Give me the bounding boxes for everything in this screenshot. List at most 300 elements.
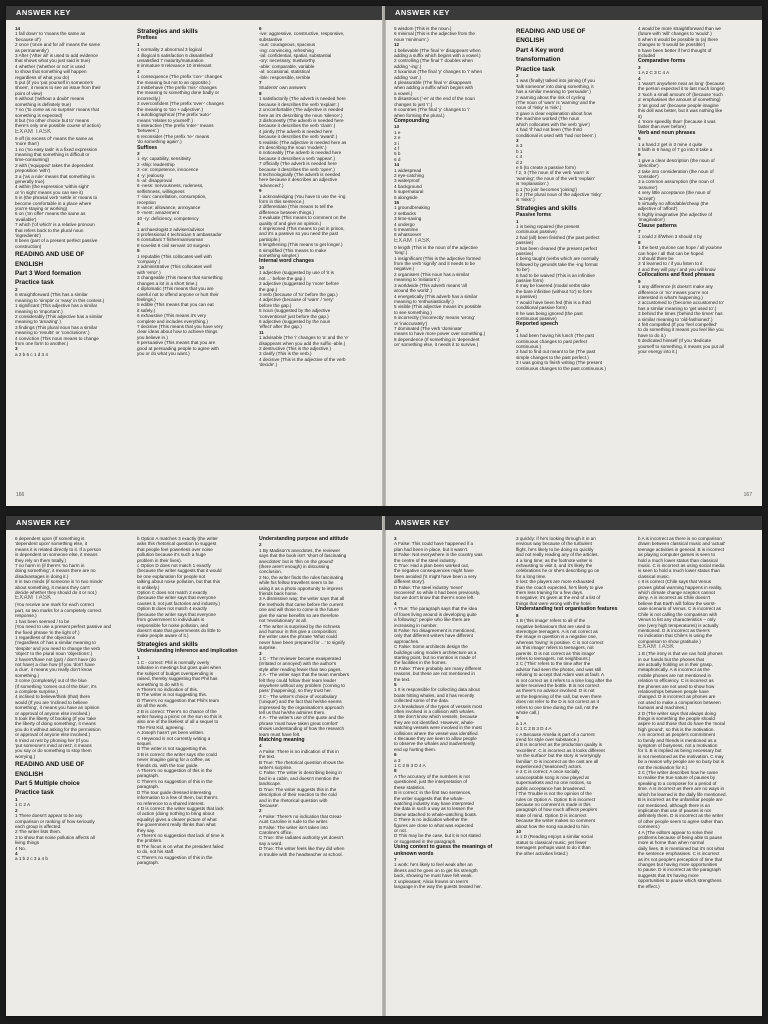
exercise-number: 10 — [259, 264, 265, 270]
exercise-number: 9 — [516, 715, 519, 721]
answer-line: there's only one possible course of action) — [15, 123, 101, 129]
answer-line: things that were wrong with the hotel. — [516, 600, 592, 606]
answer-line: Chile is not calling the comparison with — [638, 611, 718, 617]
answer-line: watching industry may have interpreted — [394, 800, 474, 806]
answer-line: 2 The writer lists them. — [15, 829, 62, 835]
answer-line: exhausting to visit it, and it's likely the — [516, 563, 593, 569]
answer-line: because it describes the verb 'explain'.) — [259, 101, 340, 107]
answer-line: faster than ever before) — [638, 124, 686, 130]
answer-line: bed in a cabin, and doesn't mention the — [259, 775, 340, 781]
answer-line: teenagers perhaps want to do it than — [516, 845, 591, 851]
answer-line: your energy into it.) — [638, 348, 678, 354]
answer-line: supermarkets and no one notices, so — [516, 780, 592, 786]
answer-line: 4 energetically (This adverb has a similar — [394, 293, 478, 299]
answer-line: 6 d — [394, 156, 401, 162]
answer-line: f 2, 3 (The noun of the verb 'warn' is — [516, 170, 589, 176]
answer-line: 5 when it would be possible to (a) there — [638, 36, 718, 42]
answer-line: 'between'.) — [137, 128, 159, 134]
answer-line: Option B does not match 4 exactly — [137, 606, 207, 612]
answer-line: writer having a picnic on the sun so this is — [137, 714, 222, 719]
answer-line: adding a suffix which begins with a vowel.) — [394, 53, 481, 59]
answer-line: problems because of being able to pause — [638, 834, 723, 840]
answer-line: symptom of busyness, not a motivation — [638, 743, 718, 749]
answer-line: 2 D (The writer says that always doing — [638, 710, 716, 716]
answer-line: 1 any difference (it doesn't make any — [638, 284, 713, 290]
answer-line: 'available') — [15, 216, 37, 222]
answer-line: 4 pleasurable (The final 'e' disappears — [394, 80, 472, 86]
text-column — [394, 26, 509, 371]
answer-line: 'do something again'.) — [137, 139, 182, 145]
answer-line: part, so two marks for a completely correct — [15, 607, 102, 613]
answer-line: no indication that Chile's is using the — [638, 633, 713, 639]
answer-line: flight, he's likely to be doing so quickly — [516, 546, 594, 552]
answer-line: changes a lot in a short time.) — [137, 280, 198, 286]
answer-line: they say. — [137, 827, 156, 833]
answer-line: 2 once ('once and for all' means the same — [15, 42, 101, 48]
answer-line: as it's not people's perception of time that — [638, 856, 723, 862]
answer-line: the text. — [394, 676, 411, 682]
answer-line: 6 exhaustive (This means it's very — [137, 313, 207, 319]
section-heading: READING AND USE OF — [516, 28, 586, 35]
subsection-heading: Using context to guess the meanings of — [394, 844, 493, 851]
answer-line: landscape. — [259, 781, 282, 787]
answer-line: 1 believable (The final 'e' disappears when — [394, 47, 481, 53]
exercise-number: 3 — [15, 346, 18, 352]
exercise-number: 2 — [15, 807, 18, 813]
answer-line: 4 A (The editors appear to solve their — [638, 829, 714, 835]
answer-line: changes to just 'r'.) — [394, 101, 433, 107]
answer-line: say a word. — [259, 840, 283, 846]
exercise-number: 8 — [638, 239, 641, 245]
answer-line: 1 It is responsible for collecting data about — [394, 687, 480, 693]
answer-line: 4 -y: jealousy — [137, 172, 165, 178]
answer-line: the writer suggests that the whale- — [394, 795, 464, 801]
answer-line: anywhere without any problem ('coming to — [259, 682, 345, 688]
answer-line: conditional passive form) — [516, 305, 567, 311]
answer-line: 1 C 2 A — [15, 802, 31, 808]
answer-line: anecdotes' but is 'thin on the ground' — [259, 558, 334, 564]
text-column — [516, 26, 631, 371]
answer-line: it safely.) — [137, 307, 156, 313]
answer-line: 3 behind the times ('behind the times' has — [638, 311, 723, 317]
answer-line: a 2 b 6 c 1 d 3 4 — [15, 351, 48, 357]
answer-line: because it describes a verb 'appear'.) — [259, 155, 336, 161]
answer-line: and not really reading any of the articles. — [516, 552, 599, 558]
answer-line: 5 b — [394, 151, 401, 157]
answer-line: 5 virtually no affordable/cheap (the — [638, 201, 709, 206]
answer-line: has a similar meaning to 'persuade'.) — [516, 89, 591, 95]
answer-line: them less training for a few days. — [516, 590, 584, 596]
text-column — [137, 26, 252, 368]
answer-line: 'company'.) — [137, 259, 161, 265]
answer-line: C Heywood is not currently writing a — [137, 735, 211, 741]
answer-line: only that different writers have different — [394, 633, 473, 639]
exercise-number: 4 — [394, 600, 397, 606]
answer-line: e 5 (to create a passive form) — [516, 164, 576, 170]
section-heading: Part 5 Multiple choice — [15, 780, 80, 788]
answer-line: 5 noun (suggested by the adjective — [259, 308, 331, 314]
answer-line: negative.) — [394, 266, 415, 272]
answer-line: C False: The writer is describing being in — [259, 770, 342, 776]
answer-line: disadvantages in doing it.) — [15, 573, 69, 579]
answer-line: B The focus is on what the president failed — [137, 843, 224, 849]
answer-line: adding '-ing'.) — [394, 63, 422, 69]
answer-line: b 1 — [516, 148, 523, 154]
answer-line: followed by gerunds take the -ing format — [516, 261, 598, 267]
exam-task-heading: EXAM TASK — [15, 595, 52, 602]
answer-line: 4 had 'if' had not been (The third — [516, 127, 582, 133]
answer-line: parents. D is not correct as 'this image' — [516, 650, 595, 656]
answer-line: b A is incorrect as there is no comparison — [638, 536, 722, 541]
answer-line: a' emphasises the amount of something) — [638, 97, 721, 103]
answer-line: comparison or ranking of how seriously — [15, 818, 95, 824]
answer-line: conclusion. — [259, 569, 282, 575]
answer-line: 9 -ment: amazement — [137, 210, 180, 216]
answer-line: is not mentioned as the motivation. C may — [638, 753, 724, 759]
answer-line: about how the song sounded to him. — [516, 823, 591, 829]
answer-line: 4 f — [394, 145, 400, 151]
section-heading: Part 4 Key word — [516, 46, 564, 54]
answer-line: means to have more power over something.) — [394, 331, 486, 337]
answer-line: drawn between classical music and 'actual' — [638, 541, 726, 547]
answer-line: to see something.) — [394, 309, 432, 315]
answer-line: 7 which ('of which' is a relative pronoun — [15, 222, 95, 228]
answer-line: you do it without asking for the permission — [15, 726, 101, 732]
answer-line: time. A is incorrect as there are no ways in — [638, 786, 725, 792]
answer-line: response.) — [15, 613, 37, 619]
answer-line: 6 reconsider (The prefix 're-' means — [137, 133, 210, 139]
answer-line: careful not to offend anyone or hurt their — [137, 291, 219, 297]
answer-line: 1 There doesn't appear to be any — [15, 813, 83, 819]
exam-task-heading: EXAM TASK — [15, 128, 52, 135]
answer-line: 2 No, the writer finds the rules fascinating — [259, 574, 344, 580]
answer-line: from government to individuals is — [137, 617, 205, 623]
answer-line: it's describing the noun 'models'.) — [259, 144, 327, 150]
answer-line: approaches. — [394, 638, 420, 644]
page-header: ANSWER KEY — [385, 516, 762, 530]
answer-line: 2 considerably (This adjective has a similar — [15, 313, 103, 319]
exercise-number: 2 — [259, 808, 262, 814]
answer-line: disappears when you add the suffix -able.) — [259, 340, 346, 346]
text-column — [394, 536, 509, 889]
answer-line: refusing to accept that Adam was at fault. A — [516, 672, 605, 678]
answer-line: 4 A - The writer's use of the quote and the — [259, 715, 344, 721]
answer-line: of action (doing nothing to bring about — [137, 811, 215, 817]
answer-line: classical music. — [638, 573, 670, 579]
answer-line: 1 C - The reviewer became exasperated — [259, 655, 341, 661]
answer-line: continuous changes to past perfect — [516, 338, 588, 344]
answer-line: 3 evaluate (This means to comment on the — [259, 215, 347, 221]
answer-line: 6 adjective (suggested by the noun — [259, 318, 331, 324]
exercise-number: 8 — [259, 90, 262, 96]
answer-line: 5 put (if you 'put yourself in someone's — [15, 80, 94, 86]
answer-line: B False: Not everywhere in the country was — [394, 552, 483, 558]
answer-line: 1 consequence (The prefix 'con-' changes — [137, 74, 223, 80]
section-heading: Strategies and skills — [516, 204, 577, 212]
answer-line: -ial: confidential, spatial, substantial — [259, 53, 332, 59]
answer-line: rules on Option A. Option B is incorrect — [516, 796, 596, 802]
answer-line: or 'in sight' means you can see it) — [15, 189, 83, 195]
answer-line: 3 'd learned to / if you listen to it — [638, 261, 703, 267]
answer-line: daily lives. B is mentioned but it's not what — [638, 845, 724, 851]
answer-line: 'object' to the plural noun 'objections'.) — [15, 651, 93, 657]
subsection-heading: Compounding — [394, 117, 430, 124]
answer-line: 'imagination') — [638, 217, 665, 223]
answer-line: 2 e — [394, 135, 401, 141]
answer-line: surprise. — [259, 645, 277, 651]
section-heading: Practice task — [516, 65, 555, 73]
answer-line: a similar meaning to 'old-fashioned'.) — [638, 316, 713, 322]
answer-line: teenage activities in general. B is incorrect — [638, 546, 725, 552]
answer-line: the effect.) — [638, 883, 660, 889]
answer-line: clear ideas about how to achieve things — [137, 329, 218, 335]
answer-line: interested in what's happening.) — [638, 294, 703, 300]
exercise-number: 1 — [15, 796, 18, 802]
answer-line: each group is affected. — [15, 823, 62, 829]
exam-task-heading: EXAM TASK — [394, 237, 431, 244]
answer-line: means it is related directly to it. If a person — [15, 546, 102, 552]
answer-line: changes to 'it would be possible') — [638, 42, 706, 48]
exercise-number: 5 — [638, 136, 641, 142]
answer-line: -ous: courageous, spacious — [259, 42, 316, 48]
answer-line: 'despite' and you need to change the verb — [15, 645, 101, 651]
answer-line: h 2 (The plural noun of the adjective 'risky' — [516, 191, 602, 197]
answer-line: 'effect' after the gap.) — [259, 324, 302, 330]
answer-line: regardless of what you do) — [15, 74, 70, 80]
answer-line: 4 whether ('whether or not' is used — [15, 63, 85, 69]
answer-line: 6 negative; it's given at the end of a list of — [516, 595, 601, 601]
answer-line: noun of 'risky' is 'risk'.) — [516, 105, 562, 111]
answer-line: increasing in number. — [394, 622, 438, 628]
answer-line: felt they could follow their team leader — [259, 677, 337, 683]
answer-line: 3 I was going to finish writing (The present — [516, 360, 603, 366]
answer-line: A False: There is no indication of this in — [259, 748, 339, 754]
answer-line: be one explanation for people not — [137, 573, 206, 579]
exercise-number: 7 — [638, 229, 641, 235]
answer-line: b Option A matches 3 exactly (the writer — [137, 536, 218, 541]
answer-line: 5 disastrous ('-er' at the end of the noun — [394, 96, 475, 102]
answer-line: (because the writer says that everyone — [137, 595, 216, 601]
answer-line: good at persuading people to agree with — [137, 345, 219, 351]
page-header: ANSWER KEY — [6, 6, 383, 20]
answer-line: adding 'ous'.) — [394, 74, 422, 80]
answer-line: as permanently') — [15, 47, 49, 53]
answer-line: 1 A 2 C 3 C 4 A — [638, 70, 670, 76]
answer-line: of other people seem to agree rather than — [638, 818, 723, 824]
answer-line: they rely on them totally.) — [15, 557, 66, 563]
answer-line: they are not identified. However, whale- — [394, 719, 475, 725]
answer-line: 'warning'; the noun of the verb 'explain' — [516, 175, 595, 181]
answer-line: 1 significant (This adjective has a similar — [15, 303, 98, 309]
answer-line: 4 a long time; as the footnote writer is — [516, 557, 593, 563]
answer-line: has a similar meaning to 'get used to'.) — [638, 305, 717, 311]
answer-line: humans and machines.) — [638, 705, 688, 711]
subsection-heading: Passive forms — [516, 212, 552, 219]
section-heading: READING AND USE OF — [15, 251, 85, 259]
answer-line: 1 regardless of the objections — [15, 634, 76, 640]
answer-line: friends do, with the tour guide. — [137, 762, 199, 768]
exercise-number: 3 — [516, 137, 519, 143]
answer-line: B True: The rhetorical question shows the — [259, 759, 344, 765]
answer-line: 7 no ('to come as no surprise' means that — [15, 107, 99, 113]
answer-line: mobile phones are not mentioned in — [638, 672, 712, 678]
page-left-lower — [6, 516, 383, 1016]
answer-line: have to do it.) — [638, 332, 666, 338]
answer-line: also one of the likeliest of all a sequel to — [137, 719, 219, 725]
answer-line: deny. A is incorrect as Chile doesn't — [638, 595, 711, 601]
answer-line: 'describe') — [638, 163, 659, 169]
exercise-number: 8 — [394, 768, 397, 774]
answer-line: advisor had seen the photos, and was still — [516, 666, 602, 672]
answer-line: 4 Because they are keen to allow people — [394, 736, 477, 742]
answer-line: something simpler.) — [259, 253, 299, 259]
answer-line: passive) — [516, 240, 534, 246]
answer-line: 2 differentiate (This means to tell the — [259, 204, 334, 210]
answer-line: the meaning to something done badly or — [137, 90, 219, 96]
answer-line: and humour in this give a composition; — [259, 628, 338, 634]
subsection-heading: Verb and noun phrases — [638, 129, 696, 136]
answer-line: 0 length (This is the noun of the adjective — [394, 244, 478, 250]
exercise-number: 9 — [638, 278, 641, 284]
answer-line: equality) gives a clearer picture of what — [137, 816, 217, 822]
answer-line: 1 was (finally) talked into joining (If you — [516, 78, 595, 84]
answer-line: 'to be') — [516, 267, 530, 273]
text-column — [259, 26, 374, 368]
answer-line: it) — [638, 113, 642, 119]
answer-line: boats hitting whales, and it has recently — [394, 692, 475, 698]
answer-line: 3 B is correct: the writer says she could — [137, 751, 217, 757]
answer-line: because no comment is made in this — [516, 801, 591, 807]
answer-line: changed. D is incorrect as phones are — [638, 694, 716, 700]
answer-line: status to classical music; yet fewer — [516, 839, 587, 845]
answer-line: which he learned is the daily life mentioned. — [638, 791, 727, 797]
answer-line: not mentioned, although there is an — [638, 802, 711, 808]
answer-line: 'more than') — [15, 141, 39, 147]
answer-line: 3 dishonestly (The adverb is needed here — [259, 117, 344, 123]
answer-line: paragraph. — [137, 784, 160, 790]
answer-line: around the world'.) — [394, 288, 432, 294]
answer-line: 2 had to find out meant to be (The past — [516, 349, 596, 355]
answer-line: construction) — [15, 243, 42, 249]
answer-line: 2 controlling (The final 'l' doubles when — [394, 58, 473, 64]
answer-line: on' something else, it needs it to survive.) — [394, 342, 479, 348]
answer-line: not 'revolutionary' at all. — [259, 618, 307, 624]
answer-line: whereas 'loving' is positive. C is not correct — [516, 639, 604, 645]
answer-line: refers to one time during the call, not the — [516, 704, 599, 710]
answer-line: friends back home. — [259, 591, 298, 597]
answer-line: C There's no suggestion of this in the — [137, 778, 213, 784]
exercise-number: 11 — [259, 329, 264, 335]
answer-line: opportunities to pause which strengthens — [638, 878, 722, 884]
answer-line: because it describes the verb 'claim'.) — [259, 123, 336, 129]
answer-line: continuous passive) — [516, 229, 557, 235]
answer-line: implication that use of pauses is not — [638, 807, 711, 813]
answer-line: passive form) — [516, 278, 544, 284]
answer-line: 7 decisive (This means that you have very — [137, 323, 223, 329]
answer-line: trend for style over substance.) — [516, 737, 580, 743]
answer-line: 8 in two minds (if someone is 'in two minds' — [15, 579, 103, 585]
answer-line: that shows what you just said is true) — [15, 58, 91, 64]
answer-line: believe that Earth will follow the worst- — [638, 600, 716, 606]
answer-line: passive) — [516, 251, 534, 257]
answer-line: 2 A - The writer says that the team members — [259, 672, 350, 678]
answer-line: 6 simplified (This means to make — [259, 247, 327, 253]
answer-line: 'long'.) — [394, 250, 408, 256]
section-heading: Strategies and skills — [137, 28, 198, 35]
answer-line: worrying.) — [15, 753, 36, 759]
answer-line: 6 may be lowered (modal verbs take — [516, 283, 591, 289]
answer-line: comment.) — [638, 824, 660, 830]
answer-line: 5 edible (This means that you can eat — [137, 302, 214, 308]
answer-line: 4 illogical 5 satisfaction 6 dissatisfied/ — [137, 52, 214, 58]
answer-line: 8 but ('no other choice but to' means — [15, 117, 90, 123]
answer-line: as playing computer games is seen to — [638, 552, 716, 558]
answer-line: 'accept') — [638, 195, 655, 201]
answer-line: can hope / all that can be hoped — [638, 250, 704, 256]
answer-line: a vowel.) — [394, 90, 413, 96]
answer-line: celebrations he or she's describing go on — [516, 568, 600, 574]
answer-line: buildings using modern architecture as a — [394, 649, 477, 655]
answer-line: the methods that came before the current — [259, 601, 344, 607]
answer-line: or 'inaccurately') — [394, 320, 428, 326]
answer-line: impressed by the organisation's approach — [259, 704, 344, 710]
answer-line: do all the work. — [137, 703, 168, 709]
answer-line: 3 overconfident (The prefix 'over-' changes — [137, 101, 224, 107]
answer-line: 5 lengthening (This means to get longer.) — [259, 242, 343, 248]
answer-line: 3 clarify (This is the verb.) — [259, 351, 312, 357]
exercise-number: 3 — [638, 64, 641, 70]
answer-line: 'decide'.) — [259, 362, 278, 368]
answer-line: a 1 D (Reading enjoys a similar social — [516, 834, 593, 840]
answer-line: 5 realistic (The adjective is needed here as — [259, 139, 347, 145]
answer-line: 1 normality 2 abnormal 3 logical — [137, 47, 202, 53]
answer-line: style after reading fewer than two pages. — [259, 666, 342, 672]
answer-line: 1 could 2 if/When 3 should 4 by — [638, 234, 703, 240]
answer-line: you or do what you want.) — [137, 350, 190, 356]
answer-line: 8 straightforward (This has a similar — [15, 292, 88, 298]
answer-line: or approval of anyone else involved.) — [15, 732, 91, 738]
answer-line: 3 has been cleaned (the present perfect — [516, 245, 598, 251]
answer-line: 4 autobiographical (The prefix 'auto-' — [137, 112, 212, 118]
answer-line: 2 uncomfortable (The adjective is needed — [259, 107, 344, 113]
answer-line: 1 had been having his lunch (The past — [516, 333, 594, 339]
answer-line: proves global warming happens in reality, — [638, 584, 723, 590]
exercise-number: 8 — [516, 612, 519, 618]
answer-line: paragraph. — [137, 773, 160, 779]
answer-line: never imagine going for a coffee, as — [137, 757, 210, 763]
subsection-heading: Suffixes — [137, 144, 158, 151]
answer-line: pollution because it's such a huge — [137, 552, 206, 558]
answer-line: 1 no ('no easy task' is a fixed expression — [15, 146, 98, 152]
page-right-lower — [385, 516, 762, 1016]
answer-line: a following': people who like them are — [394, 617, 471, 623]
exercise-number: 2 — [516, 327, 519, 333]
answer-line: give the same benefits so are therefore — [259, 612, 339, 618]
answer-line: shows understanding of how the research — [259, 726, 345, 732]
answer-line: as 'this image' refers to teenagers, not — [516, 645, 594, 651]
answer-line: Caroline's office. — [259, 829, 293, 835]
answer-line: 2 'such a small amount of' (because 'such — [638, 91, 723, 97]
answer-line: 1 adjective (suggested by use of 'it is — [259, 270, 334, 276]
exercise-number: 9 — [259, 188, 262, 194]
answer-line: recovered' so while it had been previously, — [394, 590, 481, 596]
answer-line: is unlikely.) — [137, 584, 160, 590]
answer-line: (irritated or annoyed) with the author's — [259, 661, 337, 667]
answer-line: when adding a suffix which begins with — [394, 85, 474, 91]
answer-line: 2 C ('This' refers to the time after the — [516, 661, 591, 667]
answer-line: A False: There's no indication that Great- — [259, 813, 343, 819]
section-heading: READING AND USE OF — [15, 761, 85, 769]
